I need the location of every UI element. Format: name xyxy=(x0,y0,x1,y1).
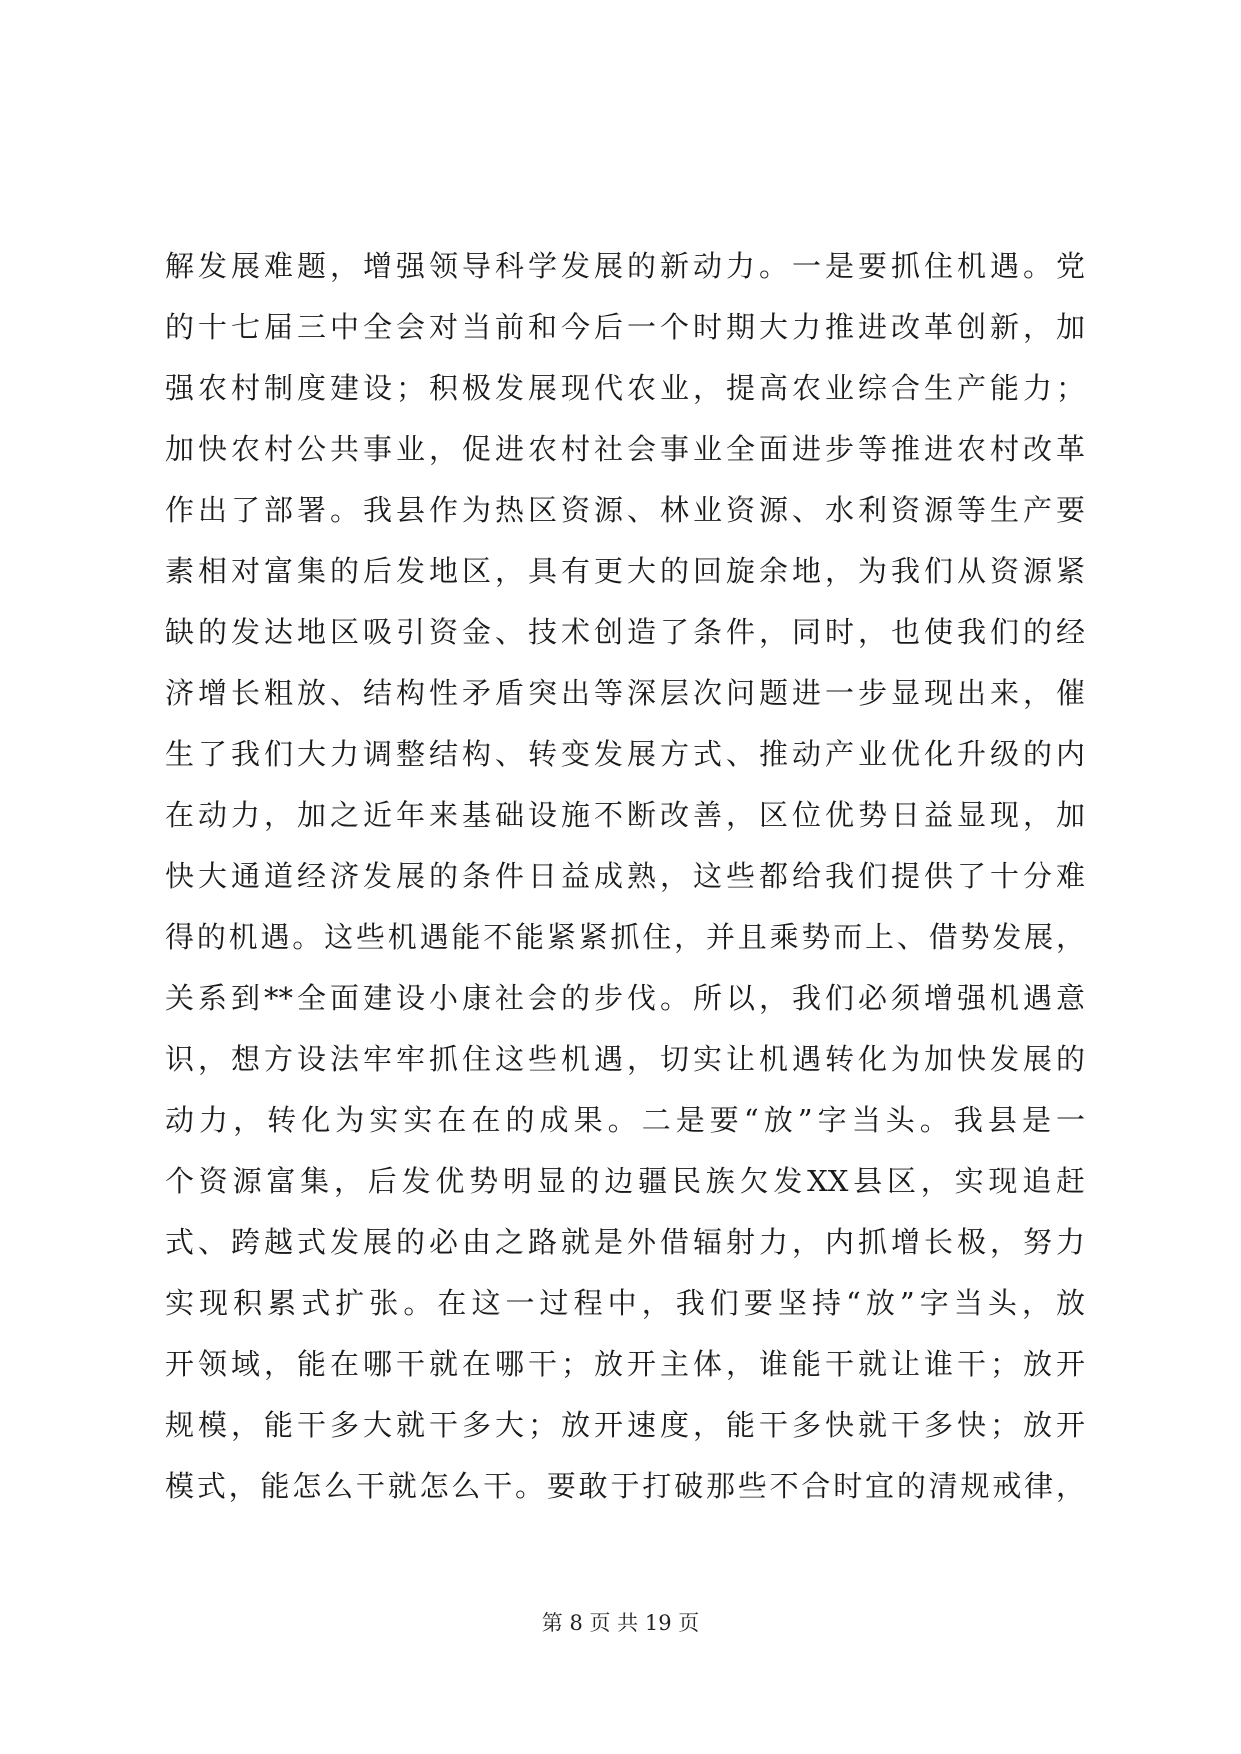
body-text xyxy=(165,236,1085,1517)
page-number: 第 8 页 共 19 页 xyxy=(541,1611,700,1635)
text-line: 作出了部署。我县作为热区资源、林业资源、水利资源等生产要 xyxy=(165,493,1085,527)
text-line: 实现积累式扩张。在这一过程中，我们要坚持“放”字当头，放 xyxy=(165,1286,1085,1320)
text-line: 动力，转化为实实在在的成果。二是要“放”字当头。我县是一 xyxy=(165,1103,1085,1137)
text-line: 素相对富集的后发地区，具有更大的回旋余地，为我们从资源紧 xyxy=(165,554,1085,588)
text-line: 强农村制度建设；积极发展现代农业，提高农业综合生产能力； xyxy=(165,371,1085,405)
text-line: 缺的发达地区吸引资金、技术创造了条件，同时，也使我们的经 xyxy=(165,615,1085,649)
text-line: 式、跨越式发展的必由之路就是外借辐射力，内抓增长极，努力 xyxy=(165,1225,1085,1259)
text-line: 济增长粗放、结构性矛盾突出等深层次问题进一步显现出来，催 xyxy=(165,676,1085,710)
text-line: 的十七届三中全会对当前和今后一个时期大力推进改革创新，加 xyxy=(165,310,1085,344)
text-line: 识，想方设法牢牢抓住这些机遇，切实让机遇转化为加快发展的 xyxy=(165,1042,1085,1076)
text-line: 开领域，能在哪干就在哪干；放开主体，谁能干就让谁干；放开 xyxy=(165,1347,1085,1381)
text-line: 得的机遇。这些机遇能不能紧紧抓住，并且乘势而上、借势发展， xyxy=(165,920,1085,954)
text-line: 解发展难题，增强领导科学发展的新动力。一是要抓住机遇。党 xyxy=(165,249,1085,283)
text-line: 关系到**全面建设小康社会的步伐。所以，我们必须增强机遇意 xyxy=(165,981,1085,1015)
text-line: 在动力，加之近年来基础设施不断改善，区位优势日益显现，加 xyxy=(165,798,1085,832)
page-footer xyxy=(0,1608,1241,1638)
text-line: 模式，能怎么干就怎么干。要敢于打破那些不合时宜的清规戒律， xyxy=(165,1469,1085,1503)
text-line: 加快农村公共事业，促进农村社会事业全面进步等推进农村改革 xyxy=(165,432,1085,466)
text-line: 快大通道经济发展的条件日益成熟，这些都给我们提供了十分难 xyxy=(165,859,1085,893)
text-line: 生了我们大力调整结构、转变发展方式、推动产业优化升级的内 xyxy=(165,737,1085,771)
text-line: 个资源富集，后发优势明显的边疆民族欠发XX县区，实现追赶 xyxy=(165,1164,1085,1198)
text-line: 规模，能干多大就干多大；放开速度，能干多快就干多快；放开 xyxy=(165,1408,1085,1442)
